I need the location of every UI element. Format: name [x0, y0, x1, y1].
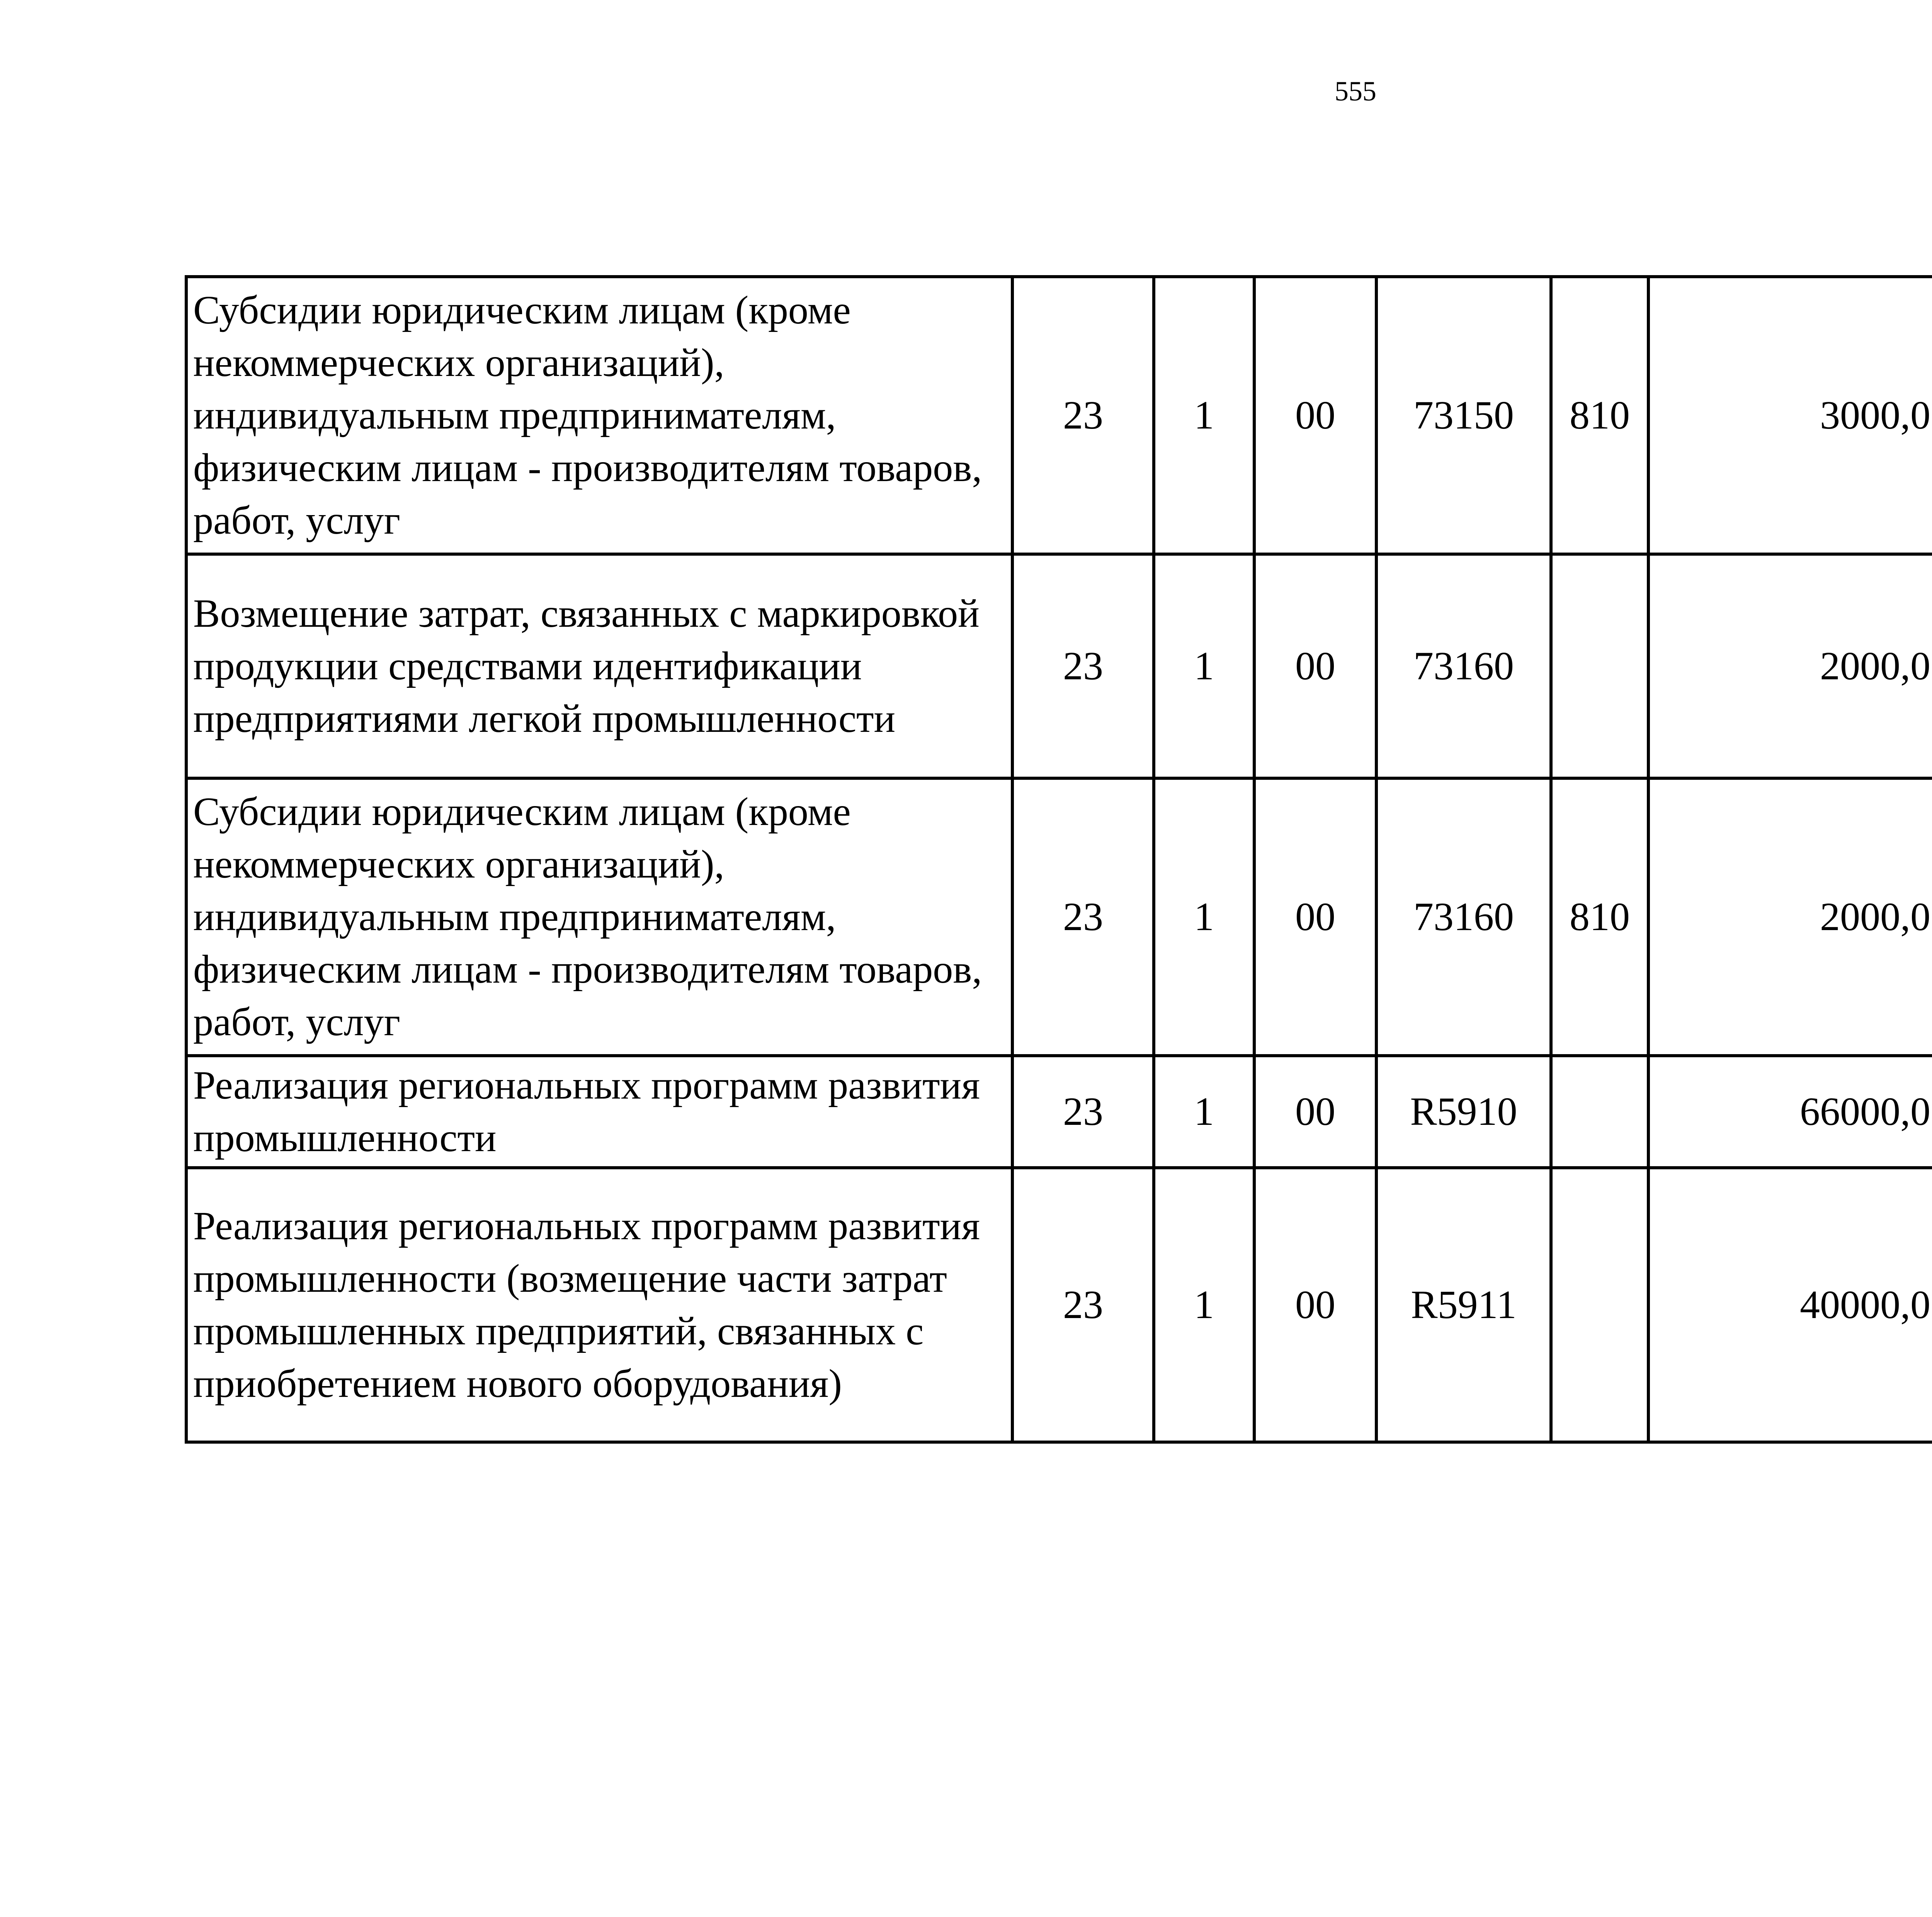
- code-cell-1: 23: [1012, 1168, 1154, 1442]
- code-cell-4: 73150: [1376, 277, 1551, 554]
- amount-cell-1: 66000,0: [1648, 1056, 1932, 1168]
- amount-cell-1: 3000,0: [1648, 277, 1932, 554]
- amount-cell-1: 2000,0: [1648, 778, 1932, 1056]
- code-cell-4: R5911: [1376, 1168, 1551, 1442]
- code-cell-2: 1: [1154, 554, 1254, 778]
- expense-type-cell: 810: [1551, 277, 1648, 554]
- budget-table: [185, 275, 1932, 1444]
- row-description: Возмещение затрат, связанных с маркировкой продукции средствами идентификации предприятиями легкой промышленности: [186, 554, 1012, 778]
- code-cell-1: 23: [1012, 277, 1154, 554]
- row-description: Реализация региональных программ развития промышленности (возмещение части затрат промышленных предприятий, связанных с приобретением нового оборудования): [186, 1168, 1012, 1442]
- amount-cell-1: 2000,0: [1648, 554, 1932, 778]
- row-description: Субсидии юридическим лицам (кроме некоммерческих организаций), индивидуальным предпринимателям, физическим лицам - производителям товаров, работ, услуг: [186, 778, 1012, 1056]
- code-cell-1: 23: [1012, 1056, 1154, 1168]
- expense-type-cell: [1551, 554, 1648, 778]
- row-description: Реализация региональных программ развития промышленности: [186, 1056, 1012, 1168]
- code-cell-4: 73160: [1376, 778, 1551, 1056]
- code-cell-2: 1: [1154, 1056, 1254, 1168]
- code-cell-3: 00: [1254, 1168, 1376, 1442]
- amount-cell-1: 40000,0: [1648, 1168, 1932, 1442]
- code-cell-3: 00: [1254, 554, 1376, 778]
- code-cell-2: 1: [1154, 277, 1254, 554]
- expense-type-cell: [1551, 1056, 1648, 1168]
- code-cell-1: 23: [1012, 778, 1154, 1056]
- code-cell-2: 1: [1154, 1168, 1254, 1442]
- page-number: 555: [1335, 76, 1376, 107]
- code-cell-2: 1: [1154, 778, 1254, 1056]
- code-cell-3: 00: [1254, 277, 1376, 554]
- table-row: [186, 277, 1932, 554]
- code-cell-1: 23: [1012, 554, 1154, 778]
- code-cell-3: 00: [1254, 778, 1376, 1056]
- code-cell-4: R5910: [1376, 1056, 1551, 1168]
- code-cell-4: 73160: [1376, 554, 1551, 778]
- table-row: [186, 778, 1932, 1056]
- table-row: [186, 554, 1932, 778]
- row-description: Субсидии юридическим лицам (кроме некоммерческих организаций), индивидуальным предпринимателям, физическим лицам - производителям товаров, работ, услуг: [186, 277, 1012, 554]
- table-row: [186, 1168, 1932, 1442]
- code-cell-3: 00: [1254, 1056, 1376, 1168]
- expense-type-cell: [1551, 1168, 1648, 1442]
- table-row: [186, 1056, 1932, 1168]
- expense-type-cell: 810: [1551, 778, 1648, 1056]
